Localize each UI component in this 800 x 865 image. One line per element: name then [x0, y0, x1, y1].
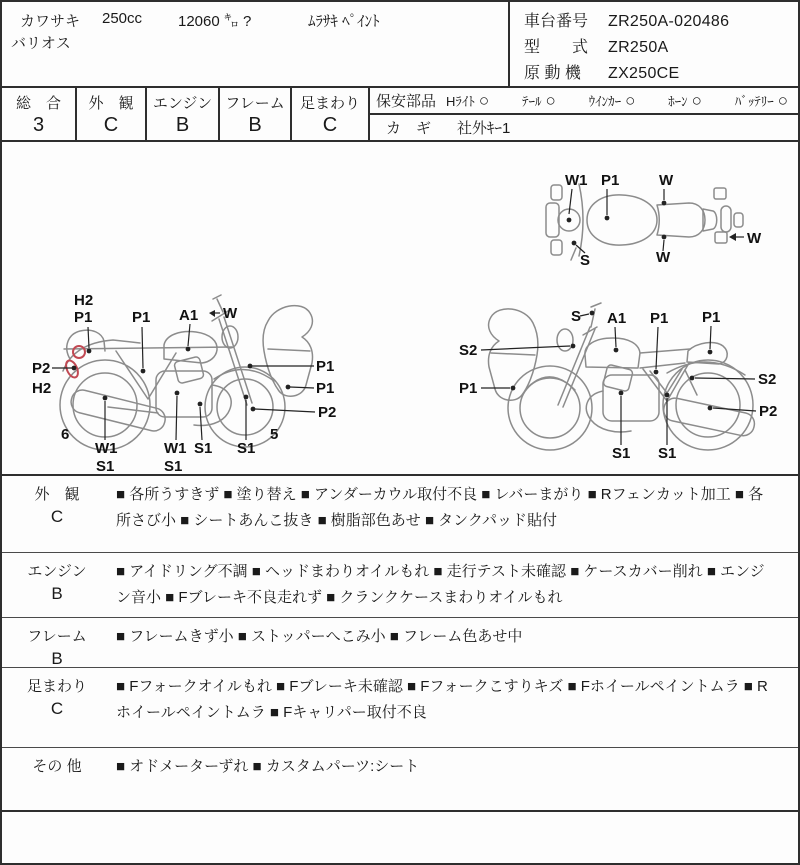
- diagram-label: P1: [132, 309, 151, 326]
- grade-value: C: [103, 114, 119, 136]
- diagram-label: S1: [96, 458, 115, 475]
- model-code-label: 型 式: [524, 39, 589, 56]
- key-label: カ ギ: [386, 120, 432, 137]
- grade-value: B: [248, 114, 262, 136]
- diagram-label: 5: [270, 426, 279, 443]
- diagram-label: A1: [179, 307, 199, 324]
- safety-item-taillight: [522, 91, 556, 110]
- section-comments: ■ オドメーターずれ ■ カスタムパーツ:シート: [116, 758, 420, 775]
- diagram-label: S: [580, 252, 591, 269]
- section-label: 外 観: [34, 486, 80, 503]
- body-color: ﾑﾗｻｷ ﾍﾟｲﾝﾄ: [308, 13, 380, 30]
- engine-code-value: ZX250CE: [608, 65, 680, 82]
- ok-circle-mark: ○: [777, 91, 788, 110]
- maker-name: カワサキ: [20, 13, 81, 30]
- engine-code-label: 原 動 機: [524, 65, 581, 82]
- safety-items: [446, 91, 788, 110]
- chassis-number-value: ZR250A-020486: [608, 13, 730, 30]
- section-empty: [2, 812, 798, 861]
- section-header: [2, 668, 112, 747]
- grade-value: C: [322, 114, 338, 136]
- safety-item-name: ﾊﾞｯﾃﾘｰ: [734, 94, 774, 109]
- right-view-leaders: [481, 311, 756, 445]
- engine-code-row: [524, 60, 798, 86]
- section-label: フレーム: [27, 628, 87, 645]
- section-comments: ■ 各所うすきず ■ 塗り替え ■ アンダーカウル取付不良 ■ レバーまがり ■ Rフェンカット加工 ■ 各所さび小 ■ シートあんこ抜き ■ 樹脂部色あせ ■ タンクパッド貼付: [116, 486, 764, 529]
- left-view-labels: [32, 292, 336, 475]
- diagram-label: P2: [32, 360, 51, 377]
- diagram-label: H2: [74, 292, 94, 309]
- key-value: 社外ｷｰ1: [457, 120, 511, 137]
- grade-cell-overall: [2, 88, 77, 140]
- safety-item-winker: [589, 91, 636, 110]
- safety-item-name: ﾎｰﾝ: [668, 94, 688, 109]
- section-header: [2, 748, 112, 810]
- diagram-label: P2: [759, 403, 778, 420]
- grade-value: B: [175, 114, 190, 136]
- safety-item-name: ﾃｰﾙ: [521, 94, 542, 109]
- section-label: その 他: [32, 758, 82, 775]
- model-code-value: ZR250A: [608, 39, 669, 56]
- section-comments: ■ Fフォークオイルもれ ■ Fブレーキ未確認 ■ Fフォークこすりキズ ■ Fホイールペイントムラ ■ Rホイールペイントムラ ■ Fキャリパー取付不良: [116, 678, 768, 721]
- chassis-number-row: [524, 8, 798, 34]
- grade-label: 総 合: [15, 95, 61, 112]
- chassis-number-label: 車台番号: [524, 13, 589, 30]
- diagram-label: W1: [565, 172, 588, 189]
- diagram-label: P1: [74, 309, 93, 326]
- diagram-label: P2: [318, 404, 337, 421]
- model-name: バリオス: [11, 35, 71, 52]
- diagram-label: P1: [316, 380, 335, 397]
- diagram-label: S1: [164, 458, 183, 475]
- section-grade: C: [50, 699, 64, 718]
- ok-circle-mark: ○: [691, 91, 702, 110]
- grade-cell-frame: [220, 88, 292, 140]
- diagram-label: 6: [61, 426, 70, 443]
- diagram-label: P1: [316, 358, 335, 375]
- motorcycle-left-view-diagram: [18, 287, 353, 477]
- diagram-label: S2: [459, 342, 478, 359]
- safety-parts-title: 保安部品: [376, 93, 437, 110]
- section-grade: B: [51, 584, 63, 603]
- grade-value: 3: [32, 114, 45, 136]
- grade-table: [2, 88, 798, 142]
- diagram-label: S1: [237, 440, 256, 457]
- motorcycle-right-view-diagram: [445, 295, 795, 475]
- diagram-label: W1: [164, 440, 187, 457]
- section-other: [2, 748, 798, 812]
- grade-label: フレーム: [225, 95, 285, 112]
- grade-label: 外 観: [88, 95, 134, 112]
- safety-parts-section: [370, 88, 798, 140]
- grade-label: 足まわり: [299, 95, 360, 112]
- ok-circle-mark: ○: [625, 91, 636, 110]
- top-view-art: [546, 184, 743, 260]
- motorcycle-top-view-diagram: [543, 158, 793, 283]
- section-comments: ■ アイドリング不調 ■ ヘッドまわりオイルもれ ■ 走行テスト未確認 ■ ケースカバー削れ ■ エンジン音小 ■ Fブレーキ不良走れず ■ クランクケースまわりオイルもれ: [116, 563, 765, 606]
- diagram-label: P1: [459, 380, 478, 397]
- section-exterior: [2, 476, 798, 553]
- header: [2, 2, 798, 88]
- section-frame: [2, 618, 798, 668]
- damage-diagram-panel: [2, 142, 798, 476]
- section-comments: ■ フレームきず小 ■ ストッパーへこみ小 ■ フレーム色あせ中: [116, 628, 523, 645]
- top-view-labels: [565, 172, 762, 269]
- header-vehicle-info: [2, 2, 510, 86]
- diagram-label: P1: [702, 309, 721, 326]
- grade-cell-engine: [147, 88, 220, 140]
- diagram-label: H2: [32, 380, 52, 397]
- safety-item-battery: [735, 91, 788, 110]
- safety-item-headlight: [446, 91, 489, 110]
- diagram-label: P1: [601, 172, 620, 189]
- diagram-label: S1: [612, 445, 631, 462]
- diagram-label: W: [223, 305, 238, 322]
- ok-circle-mark: ○: [545, 91, 556, 110]
- diagram-label: W1: [95, 440, 118, 457]
- section-header: [2, 476, 112, 552]
- diagram-label: S1: [194, 440, 213, 457]
- diagram-label: W: [659, 172, 674, 189]
- diagram-label: W: [656, 249, 671, 266]
- model-code-row: [524, 34, 798, 60]
- safety-item-name: ｳｲﾝｶｰ: [588, 94, 622, 109]
- safety-parts-row: [370, 88, 798, 115]
- grade-cell-undercarriage: [292, 88, 370, 140]
- section-undercarriage: [2, 668, 798, 748]
- section-grade: C: [50, 507, 64, 526]
- safety-item-name: Hﾗｲﾄ: [446, 94, 475, 109]
- diagram-label: S2: [758, 371, 777, 388]
- section-grade: B: [51, 649, 63, 668]
- diagram-label: S: [571, 308, 582, 325]
- diagram-label: A1: [607, 310, 627, 327]
- section-header: [2, 553, 112, 617]
- displacement: 250cc: [102, 10, 143, 27]
- diagram-label: W: [747, 230, 762, 247]
- header-id-numbers: [512, 2, 798, 86]
- key-row: [370, 115, 798, 140]
- ok-circle-mark: ○: [478, 91, 490, 110]
- section-label: エンジン: [27, 563, 87, 580]
- grade-cell-exterior: [77, 88, 147, 140]
- section-header: [2, 618, 112, 667]
- left-view-leaders: [52, 310, 315, 440]
- diagram-label: S1: [658, 445, 677, 462]
- mileage: 12060 ㌔ ?: [178, 13, 252, 30]
- grade-label: エンジン: [152, 95, 213, 112]
- section-label: 足まわり: [26, 678, 87, 695]
- section-engine: [2, 553, 798, 618]
- right-view-labels: [459, 308, 777, 462]
- diagram-label: P1: [650, 310, 669, 327]
- safety-item-horn: [668, 91, 702, 110]
